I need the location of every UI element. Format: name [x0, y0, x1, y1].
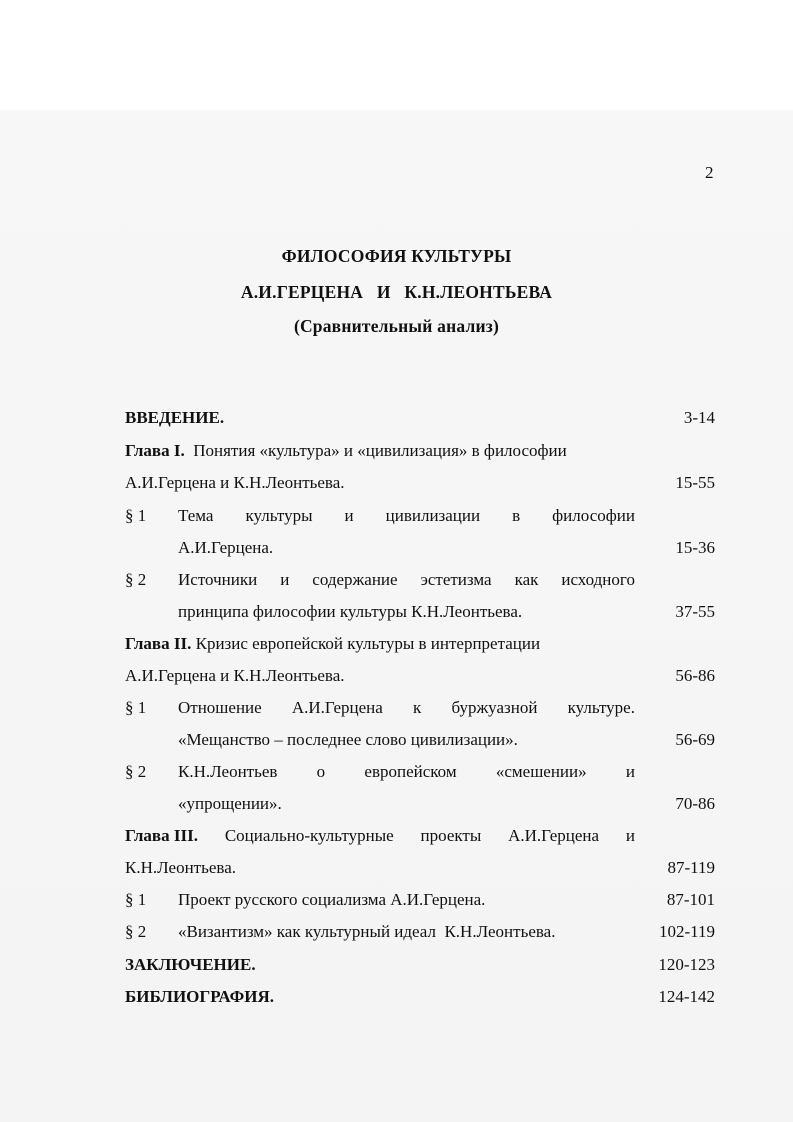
toc-ch3-s1-num: § 1 [125, 890, 147, 909]
word: о [316, 762, 326, 781]
word: А.И.Герцена [291, 698, 383, 717]
toc-ch2-s1-line1 [178, 698, 635, 718]
toc-ch1-text2: А.И.Герцена и К.Н.Леонтьева. [125, 473, 345, 492]
toc-ch2-s2-line1 [178, 762, 635, 782]
toc-ch2-pages: 56-86 [675, 666, 715, 685]
toc-ch3-s2-pages: 102-119 [658, 922, 715, 941]
toc-ch3-s1-text: Проект русского социализма А.И.Герцена. [178, 890, 486, 909]
toc-ch1-line1 [125, 441, 567, 461]
toc-ch2-s1-text2: «Мещанство – последнее слово цивилизации». [178, 730, 518, 749]
toc-intro-label: ВВЕДЕНИЕ. [125, 408, 225, 427]
toc-ch2-s2-pages: 70-86 [675, 794, 715, 813]
word: в [512, 506, 521, 525]
word: как [514, 570, 539, 589]
toc-ch3-s1-pages: 87-101 [666, 890, 715, 909]
toc-ch1-s2-num: § 2 [125, 570, 147, 589]
toc-ch3-line1 [125, 826, 635, 846]
toc-ch1-s1-num: § 1 [125, 506, 147, 525]
word: культуры [245, 506, 313, 525]
word: и [625, 762, 635, 781]
toc-ch3-text2: К.Н.Леонтьева. [125, 858, 236, 877]
word: Источники [178, 570, 258, 589]
word: А.И.Герцена [508, 826, 600, 845]
word: эстетизма [420, 570, 492, 589]
toc-ch1-s2-text2: принципа философии культуры К.Н.Леонтьева. [178, 602, 523, 621]
toc-ch2-s1-num: § 1 [125, 698, 147, 717]
word: «смешении» [495, 762, 587, 781]
word: Социально-культурные [224, 826, 394, 845]
toc-intro-pages: 3-14 [683, 408, 715, 427]
word: К.Н.Леонтьев [178, 762, 278, 781]
toc-bibliography-label: БИБЛИОГРАФИЯ. [125, 987, 274, 1006]
page-number: 2 [705, 163, 714, 182]
toc-ch2-s2-num: § 2 [125, 762, 147, 781]
word: цивилизации [385, 506, 481, 525]
word: и [344, 506, 354, 525]
toc-ch1-text1: Понятия «культура» и «цивилизация» в философии [193, 441, 567, 460]
toc-bibliography-pages: 124-142 [658, 987, 715, 1006]
word: содержание [312, 570, 398, 589]
word: к [412, 698, 422, 717]
toc-ch3-s2-num: § 2 [125, 922, 147, 941]
word: философии [552, 506, 635, 525]
toc-ch2-line1 [125, 634, 540, 654]
toc-ch2-s2-text2: «упрощении». [178, 794, 282, 813]
toc-ch3-s2-text: «Византизм» как культурный идеал К.Н.Леонтьева. [178, 922, 556, 941]
document-title-line-2: А.И.ГЕРЦЕНА И К.Н.ЛЕОНТЬЕВА [240, 282, 553, 302]
document-subtitle: (Сравнительный анализ) [293, 316, 500, 336]
toc-ch3-head: Глава III. [125, 826, 198, 845]
word: буржуазной [451, 698, 538, 717]
word: и [280, 570, 290, 589]
word: европейском [364, 762, 457, 781]
toc-ch1-head: Глава I. [125, 441, 185, 460]
toc-ch1-s2-pages: 37-55 [675, 602, 715, 621]
word: исходного [561, 570, 635, 589]
toc-ch1-s1-pages: 15-36 [675, 538, 715, 557]
toc-conclusion-pages: 120-123 [658, 955, 715, 974]
toc-conclusion-label: ЗАКЛЮЧЕНИЕ. [125, 955, 256, 974]
word: Отношение [178, 698, 262, 717]
toc-ch2-text2: А.И.Герцена и К.Н.Леонтьева. [125, 666, 345, 685]
document-title-line-1: ФИЛОСОФИЯ КУЛЬТУРЫ [281, 246, 512, 266]
word: и [625, 826, 635, 845]
toc-ch1-pages: 15-55 [675, 473, 715, 492]
word: Тема [178, 506, 214, 525]
toc-ch3-pages: 87-119 [667, 858, 715, 877]
toc-ch1-s1-line1 [178, 506, 635, 526]
toc-ch2-head: Глава II. [125, 634, 192, 653]
toc-ch1-s2-line1 [178, 570, 635, 590]
word: проекты [420, 826, 482, 845]
toc-ch2-s1-pages: 56-69 [675, 730, 715, 749]
toc-ch2-text1: Кризис европейской культуры в интерпретации [195, 634, 541, 653]
word: культуре. [567, 698, 635, 717]
toc-ch1-s1-text2: А.И.Герцена. [178, 538, 274, 557]
